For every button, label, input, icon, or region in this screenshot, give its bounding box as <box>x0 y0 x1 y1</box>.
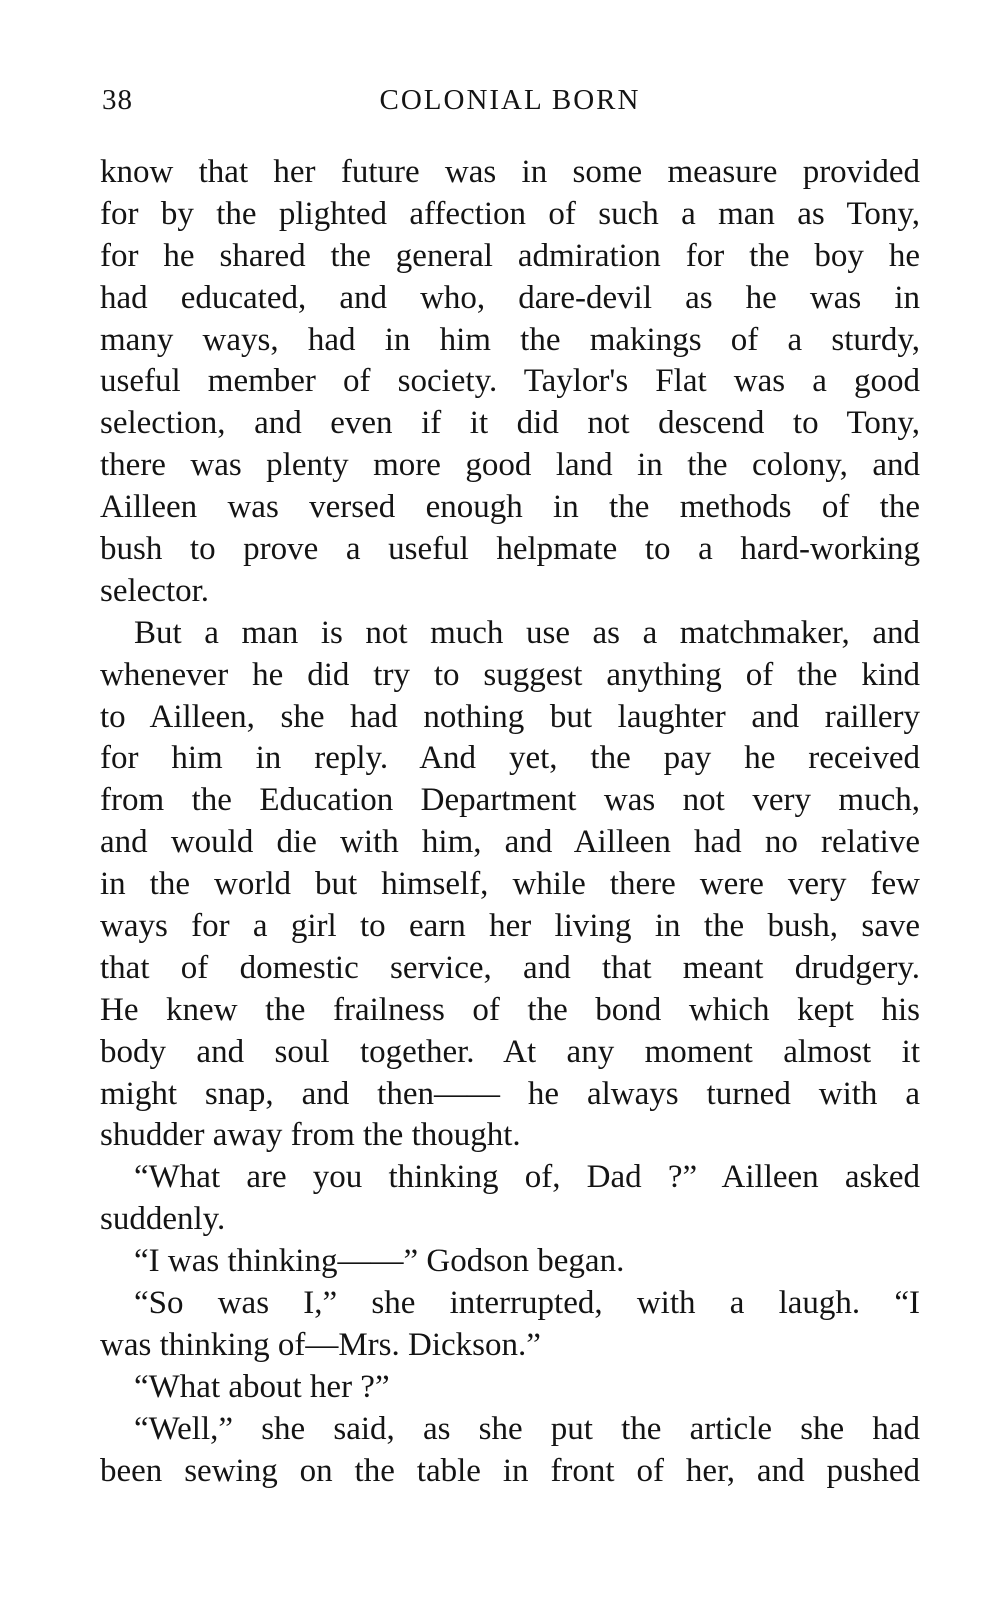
running-head <box>100 84 920 134</box>
text-line: selector. <box>100 572 210 609</box>
text-line: “What about her ?” <box>134 1368 390 1405</box>
text-line: in the world but himself, while there were very few <box>100 866 920 903</box>
text-line: there was plenty more good land in the colony, and <box>100 447 920 484</box>
text-line: for by the plighted affection of such a man as Tony, <box>100 195 920 232</box>
paragraph <box>100 1409 920 1493</box>
text-line: “What are you thinking of, Dad ?” Ailleen asked <box>134 1159 920 1196</box>
text-line: suddenly. <box>100 1201 226 1238</box>
text-line: “Well,” she said, as she put the article she had <box>134 1410 920 1447</box>
page-number: 38 <box>102 84 133 116</box>
text-line: He knew the frailness of the bond which kept his <box>100 991 920 1028</box>
text-line: “So was I,” she interrupted, with a laugh. “I <box>134 1285 920 1322</box>
paragraph <box>100 152 920 613</box>
text-line: that of domestic service, and that meant drudgery. <box>100 949 920 986</box>
text-line: had educated, and who, dare-devil as he was in <box>100 279 920 316</box>
text-line: to Ailleen, she had nothing but laughter and raillery <box>100 698 920 735</box>
text-line: But a man is not much use as a matchmaker, and <box>134 614 920 651</box>
text-line: for he shared the general admiration for the boy he <box>100 237 920 274</box>
paragraph <box>100 1283 920 1367</box>
book-page <box>100 84 920 1493</box>
text-line: “I was thinking——” Godson began. <box>134 1243 625 1280</box>
text-line: selection, and even if it did not descend to Tony, <box>100 405 920 442</box>
text-line: many ways, had in him the makings of a sturdy, <box>100 321 920 358</box>
text-line: know that her future was in some measure provided <box>100 154 920 190</box>
paragraph <box>100 613 920 1158</box>
body-text <box>100 152 920 1493</box>
paragraph <box>100 1157 920 1241</box>
text-line: been sewing on the table in front of her, and pushed <box>100 1452 920 1489</box>
text-line: whenever he did try to suggest anything of the kind <box>100 656 920 693</box>
text-line: bush to prove a useful helpmate to a hard-working <box>100 531 920 568</box>
text-line: for him in reply. And yet, the pay he received <box>100 740 920 777</box>
text-line: shudder away from the thought. <box>100 1117 521 1154</box>
text-line: Ailleen was versed enough in the methods of the <box>100 489 920 526</box>
text-line: useful member of society. Taylor's Flat was a good <box>100 363 920 400</box>
paragraph <box>100 1367 920 1409</box>
text-line: from the Education Department was not very much, <box>100 782 920 819</box>
text-line: might snap, and then—— he always turned with a <box>100 1075 920 1112</box>
text-line: was thinking of—Mrs. Dickson.” <box>100 1326 541 1363</box>
text-line: body and soul together. At any moment almost it <box>100 1033 920 1070</box>
text-line: and would die with him, and Ailleen had no relative <box>100 824 920 861</box>
paragraph <box>100 1241 920 1283</box>
book-title: COLONIAL BORN <box>379 84 641 116</box>
text-line: ways for a girl to earn her living in the bush, save <box>100 908 920 945</box>
